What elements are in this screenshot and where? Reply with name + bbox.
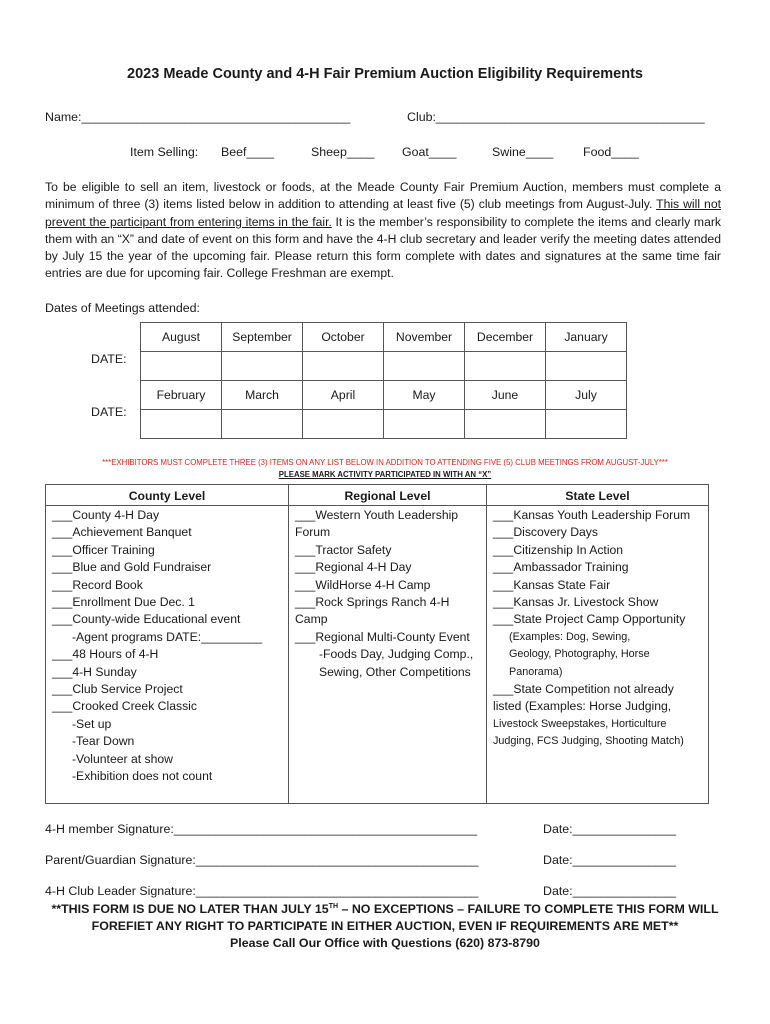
date-cell[interactable] [546, 410, 627, 439]
name-field[interactable]: Name:_______________________________________ [45, 110, 351, 124]
parent-signature-line[interactable]: Parent/Guardian Signature:_________________________________________ [45, 853, 479, 867]
regional-list-item[interactable]: -Foods Day, Judging Comp., [319, 647, 474, 662]
meetings-table [140, 322, 627, 439]
meetings-label: Dates of Meetings attended: [45, 301, 200, 315]
state-list-item[interactable]: ___Kansas State Fair [493, 577, 611, 592]
regional-items [295, 507, 482, 681]
item-selling-label: Item Selling: [130, 145, 199, 159]
date-cell[interactable] [222, 352, 303, 381]
month-row [141, 323, 627, 352]
county-list-item[interactable]: -Volunteer at show [72, 751, 173, 766]
state-list-item[interactable]: ___Ambassador Training [493, 560, 629, 575]
member-date-line[interactable]: Date:_______________ [543, 822, 676, 836]
county-list-item[interactable]: ___Enrollment Due Dec. 1 [52, 595, 195, 610]
member-signature-line[interactable]: 4-H member Signature:____________________________________________ [45, 822, 477, 836]
county-list-item[interactable]: ___Crooked Creek Classic [52, 699, 197, 714]
leader-date-line[interactable]: Date:_______________ [543, 884, 676, 898]
month-cell: July [546, 381, 627, 410]
state-list-item[interactable]: (Examples: Dog, Sewing, [509, 630, 631, 643]
county-list-item[interactable]: -Set up [72, 716, 112, 731]
county-list-item[interactable]: ___Achievement Banquet [52, 525, 192, 540]
date-cell[interactable] [141, 352, 222, 381]
state-list-item[interactable]: ___State Project Camp Opportunity [493, 612, 686, 627]
leader-signature-line[interactable]: 4-H Club Leader Signature:_________________________________________ [45, 884, 479, 898]
state-list-item[interactable]: ___Citizenship In Action [493, 542, 624, 557]
state-heading: State Level [487, 485, 708, 506]
item-swine[interactable]: Swine____ [492, 145, 554, 159]
regional-list-item[interactable]: ___Rock Springs Ranch 4-H [295, 595, 450, 610]
county-list-item[interactable]: ___48 Hours of 4-H [52, 647, 159, 662]
state-list-item[interactable]: ___State Competition not already [493, 682, 674, 697]
month-cell: May [384, 381, 465, 410]
exhibitors-note: ***EXHIBITORS MUST COMPLETE THREE (3) ITEMS ON ANY LIST BELOW IN ADDITION TO ATTENDING FIVE (5) CLUB MEETINGS FROM AUGUST-JULY*** [102, 458, 668, 467]
parent-date-line[interactable]: Date:_______________ [543, 853, 676, 867]
regional-list-item[interactable]: ___Regional 4-H Day [295, 560, 412, 575]
county-items [52, 507, 284, 786]
county-list-item[interactable]: ___4-H Sunday [52, 664, 137, 679]
state-list-item[interactable]: Judging, FCS Judging, Shooting Match) [493, 735, 684, 748]
month-cell: October [303, 323, 384, 352]
date-cell[interactable] [222, 410, 303, 439]
state-column [487, 485, 708, 803]
activity-lists [45, 484, 709, 804]
item-food[interactable]: Food____ [583, 145, 639, 159]
month-cell: June [465, 381, 546, 410]
month-cell: April [303, 381, 384, 410]
state-list-item[interactable]: ___Discovery Days [493, 525, 598, 540]
date-row [141, 410, 627, 439]
date-cell[interactable] [546, 352, 627, 381]
page-title: 2023 Meade County and 4-H Fair Premium Auction Eligibility Requirements [127, 66, 643, 82]
regional-list-item[interactable]: ___WildHorse 4-H Camp [295, 577, 431, 592]
state-list-item[interactable]: listed (Examples: Horse Judging, [493, 699, 672, 714]
month-cell: August [141, 323, 222, 352]
date-label-1: DATE: [91, 352, 127, 366]
regional-list-item[interactable]: Sewing, Other Competitions [319, 664, 471, 679]
county-list-item[interactable]: ___County-wide Educational event [52, 612, 241, 627]
date-cell[interactable] [465, 352, 546, 381]
regional-list-item[interactable]: ___Tractor Safety [295, 542, 392, 557]
regional-list-item[interactable]: Camp [295, 612, 328, 627]
regional-list-item[interactable]: Forum [295, 525, 331, 540]
regional-column [289, 485, 487, 803]
eligibility-paragraph: To be eligible to sell an item, livestock or foods, at the Meade County Fair Premium Auction, members must complete a minimum of three (3) items listed below in addition to attending at least five (5) club meetings from August-July. This will not prevent the participant from entering items in the fair. It is the member’s responsibility to complete the items and clearly mark them with an “X” and date of event on this form and have the 4-H club secretary and leader verify the meeting dates attended by July 15 the year of the upcoming fair. Please return this form complete with dates and signatures at the same time fair entries are due for upcoming fair. College Freshman are exempt. [45, 180, 721, 281]
state-list-item[interactable]: Geology, Photography, Horse [509, 648, 650, 661]
item-goat[interactable]: Goat____ [402, 145, 457, 159]
county-list-item[interactable]: ___County 4-H Day [52, 508, 160, 522]
regional-list-item[interactable]: ___Western Youth Leadership [295, 508, 459, 522]
month-cell: November [384, 323, 465, 352]
month-cell: February [141, 381, 222, 410]
date-cell[interactable] [465, 410, 546, 439]
underlined-note: This will not prevent the participant from entering items in the fair. [45, 197, 721, 229]
date-cell[interactable] [384, 352, 465, 381]
county-list-item[interactable]: ___Officer Training [52, 542, 155, 557]
month-cell: September [222, 323, 303, 352]
date-cell[interactable] [384, 410, 465, 439]
county-list-item[interactable]: ___Record Book [52, 577, 143, 592]
county-list-item[interactable]: -Exhibition does not count [72, 769, 213, 784]
item-sheep[interactable]: Sheep____ [311, 145, 375, 159]
county-list-item[interactable]: -Tear Down [72, 734, 135, 749]
month-cell: January [546, 323, 627, 352]
state-list-item[interactable]: ___Kansas Jr. Livestock Show [493, 595, 659, 610]
regional-heading: Regional Level [289, 485, 486, 506]
regional-list-item[interactable]: ___Regional Multi-County Event [295, 629, 470, 644]
month-cell: March [222, 381, 303, 410]
date-cell[interactable] [303, 410, 384, 439]
county-list-item[interactable]: -Agent programs DATE:_________ [72, 629, 263, 644]
contact-notice: Please Call Our Office with Questions (620) 873-8790 [230, 936, 540, 950]
date-row [141, 352, 627, 381]
date-cell[interactable] [303, 352, 384, 381]
date-cell[interactable] [141, 410, 222, 439]
state-list-item[interactable]: Livestock Sweepstakes, Horticulture [493, 717, 667, 730]
date-label-2: DATE: [91, 405, 127, 419]
deadline-notice: **THIS FORM IS DUE NO LATER THAN JULY 15TH – NO EXCEPTIONS – FAILURE TO COMPLETE THIS FORM WILL [51, 902, 719, 916]
month-row [141, 381, 627, 410]
state-list-item[interactable]: ___Kansas Youth Leadership Forum [493, 508, 691, 522]
forfeit-notice: FOREFIET ANY RIGHT TO PARTICIPATE IN EITHER AUCTION, EVEN IF REQUIREMENTS ARE MET** [91, 919, 679, 933]
county-list-item[interactable]: ___Club Service Project [52, 682, 183, 697]
county-list-item[interactable]: ___Blue and Gold Fundraiser [52, 560, 212, 575]
county-column [46, 485, 289, 803]
state-list-item[interactable]: Panorama) [509, 665, 563, 678]
county-heading: County Level [46, 485, 288, 506]
mark-note: PLEASE MARK ACTIVITY PARTICIPATED IN WITH AN “X” [278, 470, 492, 479]
club-field[interactable]: Club:_______________________________________ [407, 110, 705, 124]
state-items [493, 507, 704, 751]
month-cell: December [465, 323, 546, 352]
item-beef[interactable]: Beef____ [221, 145, 275, 159]
